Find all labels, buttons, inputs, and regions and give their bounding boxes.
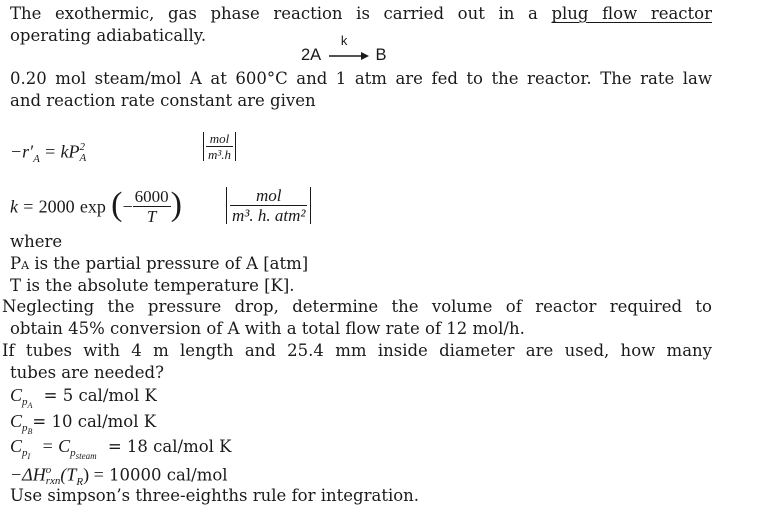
rate-constant: k = 2000 exp (− $\frac{6000}{T}$ ) [10, 185, 182, 226]
question-2-line-2: tubes are needed? [10, 363, 164, 382]
cp-a: $C_{pA} = 5$ cal/mol K [10, 385, 157, 410]
product: B [375, 46, 387, 64]
rate-constant-label: k [340, 32, 348, 48]
cp-inert-steam: $C_{pI} = C_{psteam} = 18$ cal/mol K [10, 436, 232, 461]
reactant: 2A [301, 46, 321, 64]
where-label: where [10, 232, 63, 251]
cp-b: $C_{pB}= 10$ cal/mol K [10, 411, 157, 436]
reaction-arrow [325, 32, 371, 64]
problem-line-3: 0.20 mol steam/mol A at 600°C and 1 atm are fed to the reactor. The rate law [10, 69, 712, 88]
question-1-line-2: obtain 45% conversion of A with a total flow rate of 12 mol/h. [10, 319, 525, 338]
problem-line-1 [10, 6, 712, 23]
question-2-line-1: If tubes with 4 m length and 25.4 mm inside diameter are used, how many [2, 341, 712, 360]
problem-line-4: and reaction rate constant are given [10, 91, 316, 110]
problem-line-2: operating adiabatically. [10, 26, 207, 45]
simpson-instruction: Use simpson’s three-eighths rule for integration. [10, 486, 420, 505]
t-definition: T is the absolute temperature [K]. [10, 276, 295, 295]
plug-flow-reactor-link: plug flow reactor [551, 4, 712, 23]
rate-law-unit: $\frac{\text{mol}}{\text{m³.h}}$ [203, 132, 236, 161]
intro-text: The exothermic, gas phase reaction is carried out in a [10, 4, 538, 23]
question-1-line-1: Neglecting the pressure drop, determine the volume of reactor required to [2, 297, 712, 316]
rate-constant-unit: $\frac{\text{mol}}{\text{m³. h. atm²}}$ [226, 187, 311, 224]
arrow-icon [325, 48, 371, 64]
pa-definition: PA is the partial pressure of A [atm] [10, 254, 309, 273]
rate-law: $-r'_A$ = kP 2 A [10, 141, 87, 165]
reaction-equation [301, 32, 387, 64]
heat-of-reaction: −ΔH o rxn $(T_R) = 10000$ cal/mol [10, 464, 228, 488]
